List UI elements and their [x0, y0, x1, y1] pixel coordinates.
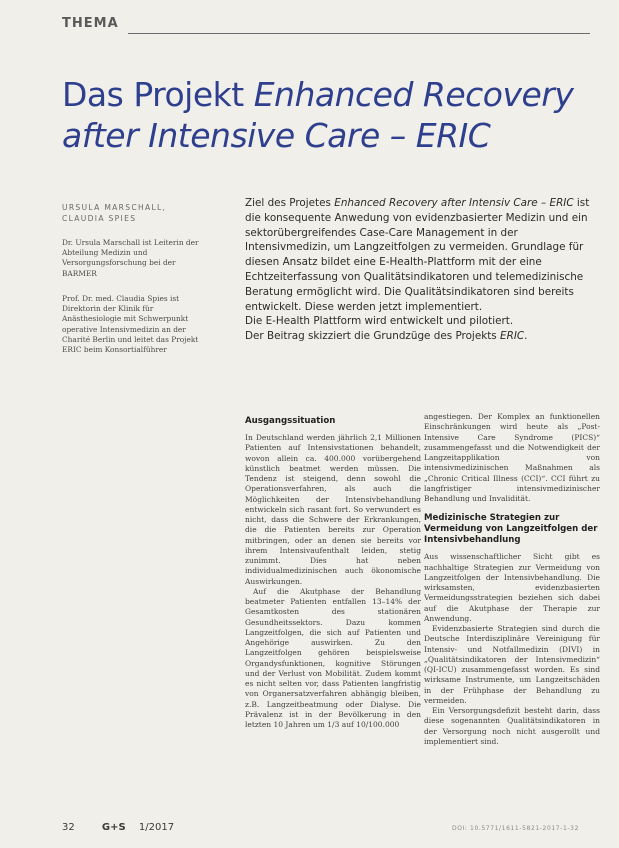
journal-name: G+S: [101, 822, 126, 833]
section-label: THEMA: [62, 16, 119, 31]
body-paragraph: angestiegen. Der Komplex an funktionellen Einschränkungen wird heute als „Post-Intensive Care Syndrome (PICS)“ zusammengefasst und die Notwendigkeit der Langzeitapplikation von intensivmedizinischen Maßnahmen als „Chronic Critical Illness (CCI)“. CCI führt zu langfristiger intensivmedizinischer Behandlung und Invalidität.: [424, 412, 600, 503]
page-number: 32: [62, 822, 75, 833]
page-footer: [62, 822, 174, 833]
lead-text: Ziel des Projetes: [245, 197, 335, 209]
lead-p3: [245, 329, 597, 344]
title-plain: Das Projekt: [62, 75, 254, 114]
article-title: [62, 74, 602, 156]
title-italic-2: after Intensive Care – ERIC: [62, 116, 491, 155]
body-paragraph: Evidenzbasierte Strategien sind durch die Deutsche Interdisziplinäre Vereinigung für Intensiv- und Notfallmedizin (DIVI) in „Qualitätsindikatoren der Intensivmedizin“ (QI-ICU) zusammengefasst worden. Es sind wirksame Instrumente, um Langzeitschäden in der Frühphase der Behandlung zu vermeiden.: [424, 624, 600, 705]
author-bio-2: Prof. Dr. med. Claudia Spies ist Direktorin der Klinik für Anästhesiologie mit Schwerpunkt operative Intensivmedizin an der Charité Berlin und leitet das Projekt ERIC beim Konsortialführer: [62, 294, 199, 355]
body-paragraph: Aus wissenschaftlicher Sicht gibt es nachhaltige Strategien zur Vermeidung von Langzeitfolgen der Intensivbehandlung. Die wirksamsten, evidenzbasierten Vermeidungsstrategien beziehen sich dabei auf die Akutphase der Therapie zur Anwendung.: [424, 552, 600, 623]
lead-paragraph: [245, 196, 597, 344]
lead-text: ist die konsequente Anwedung von evidenzbasierter Medizin und ein sektorübergreifendes Case-Care Management in der Intensivmedizin, um Langzeitfolgen zu vermeiden. Grundlage für diesen Ansatz bildet eine E-Health-Plattform mit der eine Echtzeiterfassung von Qualitätsindikatoren und telemedizinische Beratung ermöglicht wird. Die Qualitätsindikatoren sind bereits entwickelt. Diese werden jetzt implementiert.: [245, 197, 590, 313]
body-paragraph: Auf die Akutphase der Behandlung beatmeter Patienten entfallen 13–14% der Gesamtkosten des stationären Gesundheitssektors. Dazu kommen Langzeitfolgen, die sich auf Patienten und Angehörige auswirken. Zu den Langzeitfolgen gehören beispielsweise Organdysfunktionen, kognitive Störungen und der Verlust von Mobilität. Zudem kommt es nicht selten vor, dass Patienten langfristig von Organersatzverfahren abhängig bleiben, z.B. Langzeitbeatmung oder Dialyse. Die Prävalenz ist in der Bevölkerung in den letzten 10 Jahren um 1/3 auf 10/100.000: [245, 586, 421, 729]
lead-text: Der Beitrag skizziert die Grundzüge des Projekts: [245, 330, 501, 343]
lead-italic: ERIC: [500, 330, 525, 343]
body-paragraph: In Deutschland werden jährlich 2,1 Millionen Patienten auf Intensivstationen behandelt, wovon allein ca. 400.000 vorübergehend künstlich beatmet werden müssen. Die Tendenz ist steigend, denn sowohl die Operationsverfahren, als auch die Möglichkeiten der Intensivbehandlung entwickeln sich rasant fort. So verwundert es nicht, dass die Schwere der Erkrankungen, die die Patienten bereits zur Operation mitbringen, oder an denen sie bereits vor ihrem Intensivaufenthalt leiden, stetig zunimmt. Dies hat neben individualmedizinischen auch ökonomische Auswirkungen.: [245, 433, 421, 586]
journal-issue: 1/2017: [138, 822, 175, 833]
body-paragraph: Ein Versorgungsdefizit besteht darin, dass diese sogenannten Qualitätsindikatoren in der Versorgung noch nicht ausgerollt und implementiert sind.: [424, 706, 600, 746]
title-italic-1: Enhanced Recovery: [253, 75, 574, 114]
author-names: [62, 202, 212, 224]
section-rule: [128, 33, 590, 34]
lead-italic: Enhanced Recovery after Intensiv Care – ERIC: [334, 197, 574, 209]
lead-p2: Die E-Health Plattform wird entwickelt und pilotiert.: [245, 315, 514, 328]
author-bio-1: Dr. Ursula Marschall ist Leiterin der Abteilung Medizin und Versorgungsforschung bei der BARMER: [62, 238, 199, 278]
body-column-left: [245, 416, 421, 808]
doi-text: DOI: 10.5771/1611-5821-2017-1-32: [452, 825, 579, 832]
author-line-1: URSULA MARSCHALL,: [62, 203, 167, 212]
section-heading: Medizinische Strategien zur Vermeidung von Langzeitfolgen der Intensivbehandlung: [424, 513, 598, 546]
section-heading: Ausgangssituation: [245, 416, 336, 426]
author-line-2: CLAUDIA SPIES: [62, 214, 137, 223]
lead-text: .: [524, 330, 528, 343]
lead-p1: [245, 196, 597, 314]
body-column-right: [424, 412, 600, 812]
